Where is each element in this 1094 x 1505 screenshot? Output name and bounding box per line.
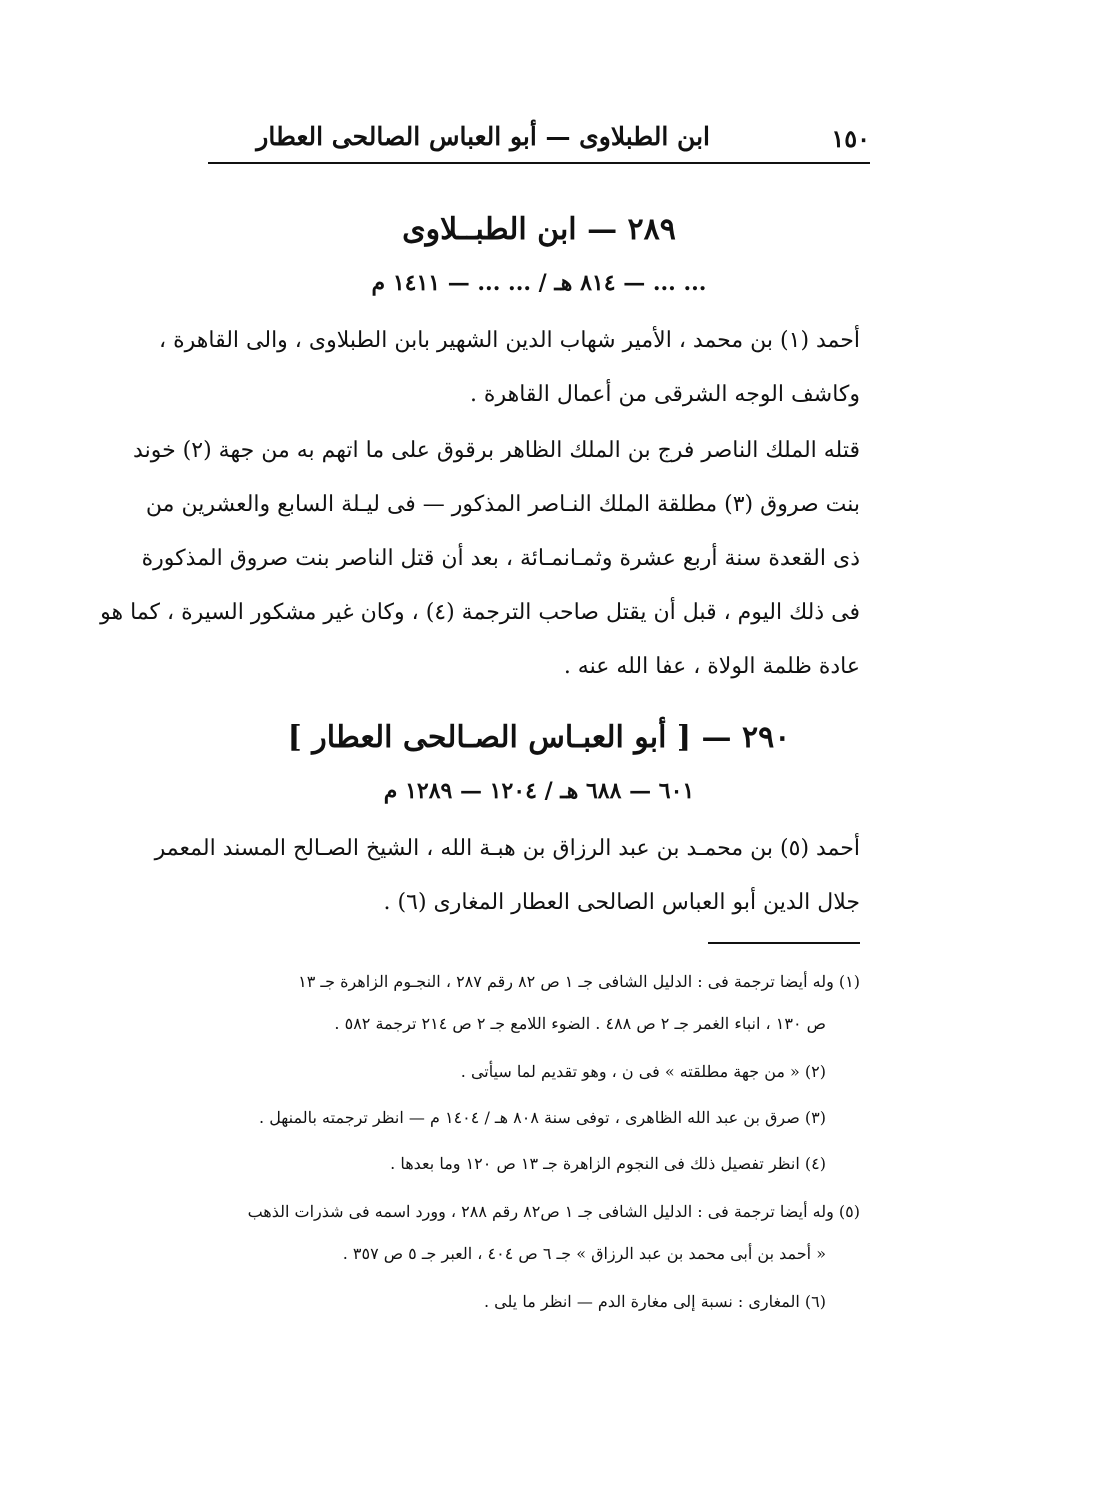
entry-289-paragraph-1 <box>159 314 860 422</box>
page-number: ١٥٠ <box>831 124 870 153</box>
running-head: ابن الطبلاوى — أبو العباس الصالحى العطار <box>256 122 710 151</box>
entry-290-paragraph-1 <box>154 822 860 930</box>
entry-dates-289: ... ... — ٨١٤ هـ / ... ... — ١٤١١ م <box>371 270 707 296</box>
footnote-5-line-1: (٥) وله أيضا ترجمة فى : الدليل الشافى جـ ١ ص٨٢ رقم ٢٨٨ ، وورد اسمه فى شذرات الذهب <box>247 1202 860 1221</box>
text-line: أحمد (٥) بن محمـد بن عبد الرزاق بن هبـة الله ، الشيخ الصـالح المسند المعمر <box>154 836 860 861</box>
text-line: جلال الدين أبو العباس الصالحى العطار المغارى (٦) . <box>383 890 860 915</box>
footnote-4: (٤) انظر تفصيل ذلك فى النجوم الزاهرة جـ ١٣ ص ١٢٠ وما بعدها . <box>390 1154 826 1173</box>
entry-dates-290: ٦٠١ — ٦٨٨ هـ / ١٢٠٤ — ١٢٨٩ م <box>383 778 695 804</box>
text-line: بنت صروق (٣) مطلقة الملك النـاصر المذكور — فى ليـلة السابع والعشرين من <box>145 492 860 517</box>
text-line: وكاشف الوجه الشرقى من أعمال القاهرة . <box>469 382 860 407</box>
entry-title-290: ٢٩٠ — [ أبو العبـاس الصـالحى العطار ] <box>287 720 791 755</box>
text-line: عادة ظلمة الولاة ، عفا الله عنه . <box>563 654 860 679</box>
footnote-1-line-2: ص ١٣٠ ، انباء الغمر جـ ٢ ص ٤٨٨ . الضوء اللامع جـ ٢ ص ٢١٤ ترجمة ٥٨٢ . <box>334 1014 826 1033</box>
footnote-5-line-2: « أحمد بن أبى محمد بن عبد الرزاق » جـ ٦ ص ٤٠٤ ، العبر جـ ٥ ص ٣٥٧ . <box>342 1244 826 1263</box>
entry-title-289: ٢٨٩ — ابن الطبــلاوى <box>402 212 676 247</box>
header-rule <box>208 162 870 164</box>
text-line: فى ذلك اليوم ، قبل أن يقتل صاحب الترجمة (٤) ، وكان غير مشكور السيرة ، كما هو <box>100 600 860 625</box>
footnote-1-line-1: (١) وله أيضا ترجمة فى : الدليل الشافى جـ ١ ص ٨٢ رقم ٢٨٧ ، النجـوم الزاهرة جـ ١٣ <box>298 972 860 991</box>
footnote-3: (٣) صرق بن عبد الله الظاهرى ، توفى سنة ٨٠٨ هـ / ١٤٠٤ م — انظر ترجمته بالمنهل . <box>259 1108 826 1127</box>
page-header <box>208 110 870 166</box>
footnote-2: (٢) « من جهة مطلقته » فى ن ، وهو تقديم لما سيأتى . <box>460 1062 826 1081</box>
footnote-6: (٦) المغارى : نسبة إلى مغارة الدم — انظر ما يلى . <box>484 1292 826 1311</box>
footnote-rule <box>708 942 860 944</box>
entry-289-paragraph-2 <box>100 424 860 694</box>
text-line: قتله الملك الناصر فرج بن الملك الظاهر برقوق على ما اتهم به من جهة (٢) خوند <box>133 438 860 463</box>
text-line: أحمد (١) بن محمد ، الأمير شهاب الدين الشهير بابن الطبلاوى ، والى القاهرة ، <box>159 328 860 353</box>
text-line: ذى القعدة سنة أربع عشرة وثمـانمـائة ، بعد أن قتل الناصر بنت صروق المذكورة <box>141 546 860 571</box>
